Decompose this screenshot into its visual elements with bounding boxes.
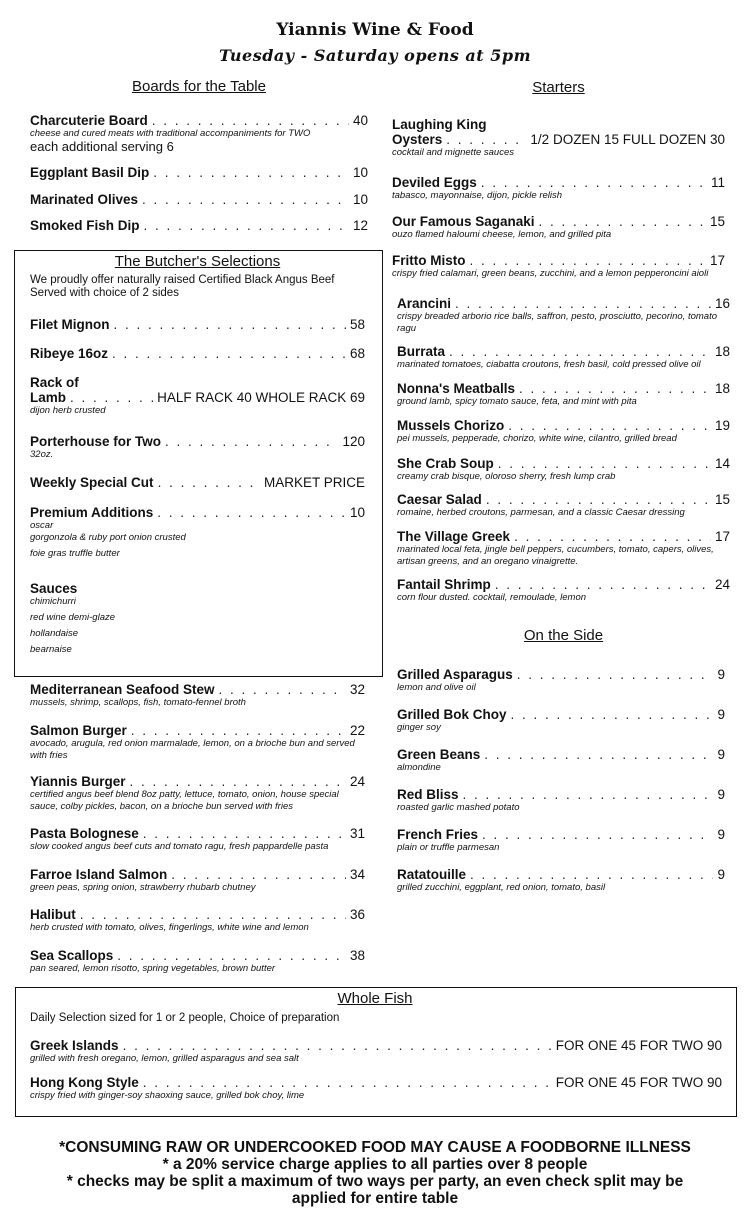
menu-item xyxy=(397,707,725,734)
item-price: 1/2 DOZEN 15 FULL DOZEN 30 xyxy=(530,132,725,147)
menu-item xyxy=(397,529,730,568)
item-desc: creamy crab bisque, oloroso sherry, fresh lump crab xyxy=(397,471,616,482)
menu-item xyxy=(392,117,725,159)
item-desc: plain or truffle parmesan xyxy=(397,842,500,853)
item-price: 9 xyxy=(717,707,725,722)
starters-heading: Starters xyxy=(532,79,585,96)
sauce-option: hollandaise xyxy=(30,628,79,639)
item-name: Weekly Special Cut xyxy=(30,475,154,490)
item-name: Yiannis Burger xyxy=(30,774,126,789)
item-desc: ragu xyxy=(397,323,417,334)
item-desc: tabasco, mayonnaise, dijon, pickle relish xyxy=(392,190,563,201)
sauce-option: chimichurri xyxy=(30,596,76,607)
item-desc: artisan greens, and an oregano vinaigrette. xyxy=(397,556,579,567)
item-desc: marinated tomatoes, ciabatta croutons, fresh basil, cold pressed olive oil xyxy=(397,359,701,370)
item-desc: 32oz. xyxy=(30,449,54,460)
boards-heading: Boards for the Table xyxy=(132,78,266,95)
item-name: The Village Greek xyxy=(397,529,511,544)
item-price: 9 xyxy=(717,747,725,762)
menu-item xyxy=(30,165,368,180)
item-price: FOR ONE 45 FOR TWO 90 xyxy=(555,1075,722,1090)
item-price: 9 xyxy=(717,667,725,682)
item-price: FOR ONE 45 FOR TWO 90 xyxy=(555,1038,722,1053)
menu-item xyxy=(392,253,725,280)
menu-item xyxy=(30,505,365,560)
item-name: Ratatouille xyxy=(397,867,467,882)
item-desc: herb crusted with tomato, olives, fingerlings, white wine and lemon xyxy=(30,922,309,933)
menu-item xyxy=(397,577,730,604)
menu-item xyxy=(392,175,725,202)
menu-item xyxy=(392,214,725,241)
item-desc: with fries xyxy=(30,750,68,761)
footer-split-checks: * checks may be split a maximum of two ways per party, an even check split may be xyxy=(66,1173,684,1190)
whole-fish-heading: Whole Fish xyxy=(337,990,413,1007)
item-desc: marinated local feta, jingle bell peppers, cucumbers, tomato, capers, olives, xyxy=(397,544,714,555)
sauces-list xyxy=(30,581,365,656)
item-price: 15 xyxy=(714,492,730,507)
item-name: Salmon Burger xyxy=(30,723,127,738)
item-option: oscar xyxy=(30,520,54,531)
menu-item xyxy=(30,192,368,207)
item-price: 22 xyxy=(349,723,365,738)
butcher-intro-1: We proudly offer naturally raised Certified Black Angus Beef xyxy=(30,274,335,286)
item-desc: ginger soy xyxy=(397,722,441,733)
menu-item xyxy=(30,826,365,853)
menu-item xyxy=(397,667,725,694)
sauces-heading: Sauces xyxy=(30,581,78,596)
item-name: Eggplant Basil Dip xyxy=(30,165,150,180)
item-name: Grilled Bok Choy xyxy=(397,707,507,722)
item-name: Premium Additions xyxy=(30,505,154,520)
item-name: Farroe Island Salmon xyxy=(30,867,168,882)
item-name: Fantail Shrimp xyxy=(397,577,491,592)
item-name: Mediterranean Seafood Stew xyxy=(30,682,215,697)
item-desc: cheese and cured meats with traditional accompaniments for TWO xyxy=(30,128,311,139)
item-name: Nonna's Meatballs xyxy=(397,381,515,396)
item-price: 18 xyxy=(714,344,730,359)
item-desc: roasted garlic mashed potato xyxy=(397,802,520,813)
menu-item xyxy=(30,218,368,233)
whole-fish-intro: Daily Selection sized for 1 or 2 people, Choice of preparation xyxy=(30,1012,340,1024)
item-name: Arancini xyxy=(397,296,452,311)
item-desc: pan seared, lemon risotto, spring vegetables, brown butter xyxy=(30,963,276,974)
item-price: 12 xyxy=(352,218,368,233)
item-name: Deviled Eggs xyxy=(392,175,477,190)
footer-split-checks-2: applied for entire table xyxy=(291,1190,459,1207)
menu-item xyxy=(30,774,365,813)
item-desc: crispy fried with ginger-soy shaoxing sauce, grilled bok choy, lime xyxy=(30,1090,305,1101)
sauce-option: red wine demi-glaze xyxy=(30,612,116,623)
menu-item xyxy=(30,682,365,709)
item-name: Lamb xyxy=(30,390,67,405)
item-price: 36 xyxy=(349,907,365,922)
item-desc: avocado, arugula, red onion marmalade, lemon, on a brioche bun and served xyxy=(30,738,355,749)
item-name: Our Famous Saganaki xyxy=(392,214,535,229)
item-name: Laughing King xyxy=(392,117,487,132)
item-name: Porterhouse for Two xyxy=(30,434,162,449)
item-name: Grilled Asparagus xyxy=(397,667,513,682)
item-name: Greek Islands xyxy=(30,1038,119,1053)
item-desc: sauce, colby pickles, bacon, on a brioche bun served with fries xyxy=(30,801,293,812)
item-price: 17 xyxy=(709,253,725,268)
item-desc: grilled zucchini, eggplant, red onion, tomato, basil xyxy=(397,882,606,893)
item-price: 9 xyxy=(717,867,725,882)
item-desc: mussels, shrimp, scallops, fish, tomato-fennel broth xyxy=(30,697,246,708)
menu-item xyxy=(397,296,730,335)
menu-item xyxy=(397,418,730,445)
item-price: 18 xyxy=(714,381,730,396)
menu-item xyxy=(30,475,365,490)
item-price: 40 xyxy=(352,113,368,128)
item-desc: grilled with fresh oregano, lemon, grilled asparagus and sea salt xyxy=(30,1053,299,1064)
item-name: Pasta Bolognese xyxy=(30,826,139,841)
item-price: 10 xyxy=(352,165,368,180)
item-desc: dijon herb crusted xyxy=(30,405,106,416)
item-price: 24 xyxy=(349,774,365,789)
menu-item xyxy=(30,434,365,461)
item-name: Fritto Misto xyxy=(392,253,466,268)
restaurant-title: Yiannis Wine & Food xyxy=(276,20,474,40)
opening-hours: Tuesday - Saturday opens at 5pm xyxy=(218,46,531,65)
item-name: Rack of xyxy=(30,375,79,390)
butcher-intro-2: Served with choice of 2 sides xyxy=(30,287,179,299)
item-name: Smoked Fish Dip xyxy=(30,218,140,233)
item-price: 14 xyxy=(714,456,730,471)
item-price: 9 xyxy=(717,827,725,842)
item-extra: each additional serving 6 xyxy=(30,139,174,154)
item-price: 120 xyxy=(342,434,365,449)
footer-service-charge: * a 20% service charge applies to all parties over 8 people xyxy=(162,1156,588,1173)
menu-item xyxy=(397,747,725,774)
item-name: Mussels Chorizo xyxy=(397,418,505,433)
menu-item xyxy=(397,344,730,371)
item-price: 38 xyxy=(349,948,365,963)
item-name: She Crab Soup xyxy=(397,456,494,471)
item-name: Filet Mignon xyxy=(30,317,110,332)
item-price: 10 xyxy=(352,192,368,207)
item-price: HALF RACK 40 WHOLE RACK 69 xyxy=(157,390,365,405)
item-name: Sea Scallops xyxy=(30,948,114,963)
item-desc: romaine, herbed croutons, parmesan, and a classic Caesar dressing xyxy=(397,507,685,518)
menu-item xyxy=(30,907,365,934)
item-price: 24 xyxy=(714,577,730,592)
item-price: 19 xyxy=(714,418,730,433)
butcher-heading: The Butcher's Selections xyxy=(114,253,281,270)
menu-item xyxy=(30,1075,722,1102)
item-name: Marinated Olives xyxy=(30,192,139,207)
item-option: gorgonzola & ruby port onion crusted xyxy=(30,532,186,543)
item-price: 32 xyxy=(349,682,365,697)
item-desc: crispy fried calamari, green beans, zucchini, and a lemon pepperoncini aioli xyxy=(392,268,709,279)
menu-item xyxy=(397,867,725,894)
menu-item xyxy=(30,1038,722,1065)
menu-item xyxy=(397,787,725,814)
item-option: foie gras truffle butter xyxy=(30,548,120,559)
menu-item xyxy=(397,492,730,519)
item-desc: lemon and olive oil xyxy=(397,682,476,693)
item-price: 17 xyxy=(714,529,730,544)
item-name: French Fries xyxy=(397,827,479,842)
item-price: 16 xyxy=(714,296,730,311)
item-price: 10 xyxy=(349,505,365,520)
menu-item xyxy=(30,317,365,332)
item-desc: cocktail and mignette sauces xyxy=(392,147,514,158)
item-name: Red Bliss xyxy=(397,787,459,802)
item-desc: ouzo flamed haloumi cheese, lemon, and grilled pita xyxy=(392,229,612,240)
menu-item xyxy=(30,346,365,361)
item-price: 9 xyxy=(717,787,725,802)
menu-item xyxy=(30,867,365,894)
item-name: Ribeye 16oz xyxy=(30,346,109,361)
item-price: 68 xyxy=(349,346,365,361)
side-heading: On the Side xyxy=(523,627,604,644)
item-name: Hong Kong Style xyxy=(30,1075,139,1090)
item-price: 15 xyxy=(709,214,725,229)
menu-item xyxy=(397,381,730,408)
menu-item xyxy=(30,375,365,417)
item-desc: certified angus beef blend 8oz patty, lettuce, tomato, onion, house special xyxy=(30,789,339,800)
item-desc: almondine xyxy=(397,762,441,773)
item-desc: corn flour dusted. cocktail, remoulade, lemon xyxy=(397,592,587,603)
sauce-option: bearnaise xyxy=(30,644,72,655)
menu-item xyxy=(397,827,725,854)
item-price: 11 xyxy=(710,175,725,190)
item-name: Oysters xyxy=(392,132,443,147)
item-price: 34 xyxy=(349,867,365,882)
footer-warning: *CONSUMING RAW OR UNDERCOOKED FOOD MAY CAUSE A FOODBORNE ILLNESS xyxy=(59,1139,691,1156)
item-name: Green Beans xyxy=(397,747,481,762)
item-name: Burrata xyxy=(397,344,446,359)
item-desc: crispy breaded arborio rice balls, saffron, pesto, prosciutto, pecorino, tomato xyxy=(397,311,717,322)
item-name: Caesar Salad xyxy=(397,492,482,507)
menu-item xyxy=(397,456,730,483)
item-price: 58 xyxy=(349,317,365,332)
item-desc: slow cooked angus beef cuts and tomato ragu, fresh pappardelle pasta xyxy=(30,841,329,852)
item-desc: pei mussels, pepperade, chorizo, white wine, cilantro, grilled bread xyxy=(397,433,677,444)
item-desc: ground lamb, spicy tomato sauce, feta, and mint with pita xyxy=(397,396,637,407)
item-name: Charcuterie Board xyxy=(30,113,148,128)
menu-item xyxy=(30,113,368,154)
item-name: Halibut xyxy=(30,907,76,922)
item-desc: green peas, spring onion, strawberry rhubarb chutney xyxy=(30,882,256,893)
menu-item xyxy=(30,948,365,975)
menu-item xyxy=(30,723,365,762)
item-price: MARKET PRICE xyxy=(263,475,365,490)
item-price: 31 xyxy=(349,826,365,841)
